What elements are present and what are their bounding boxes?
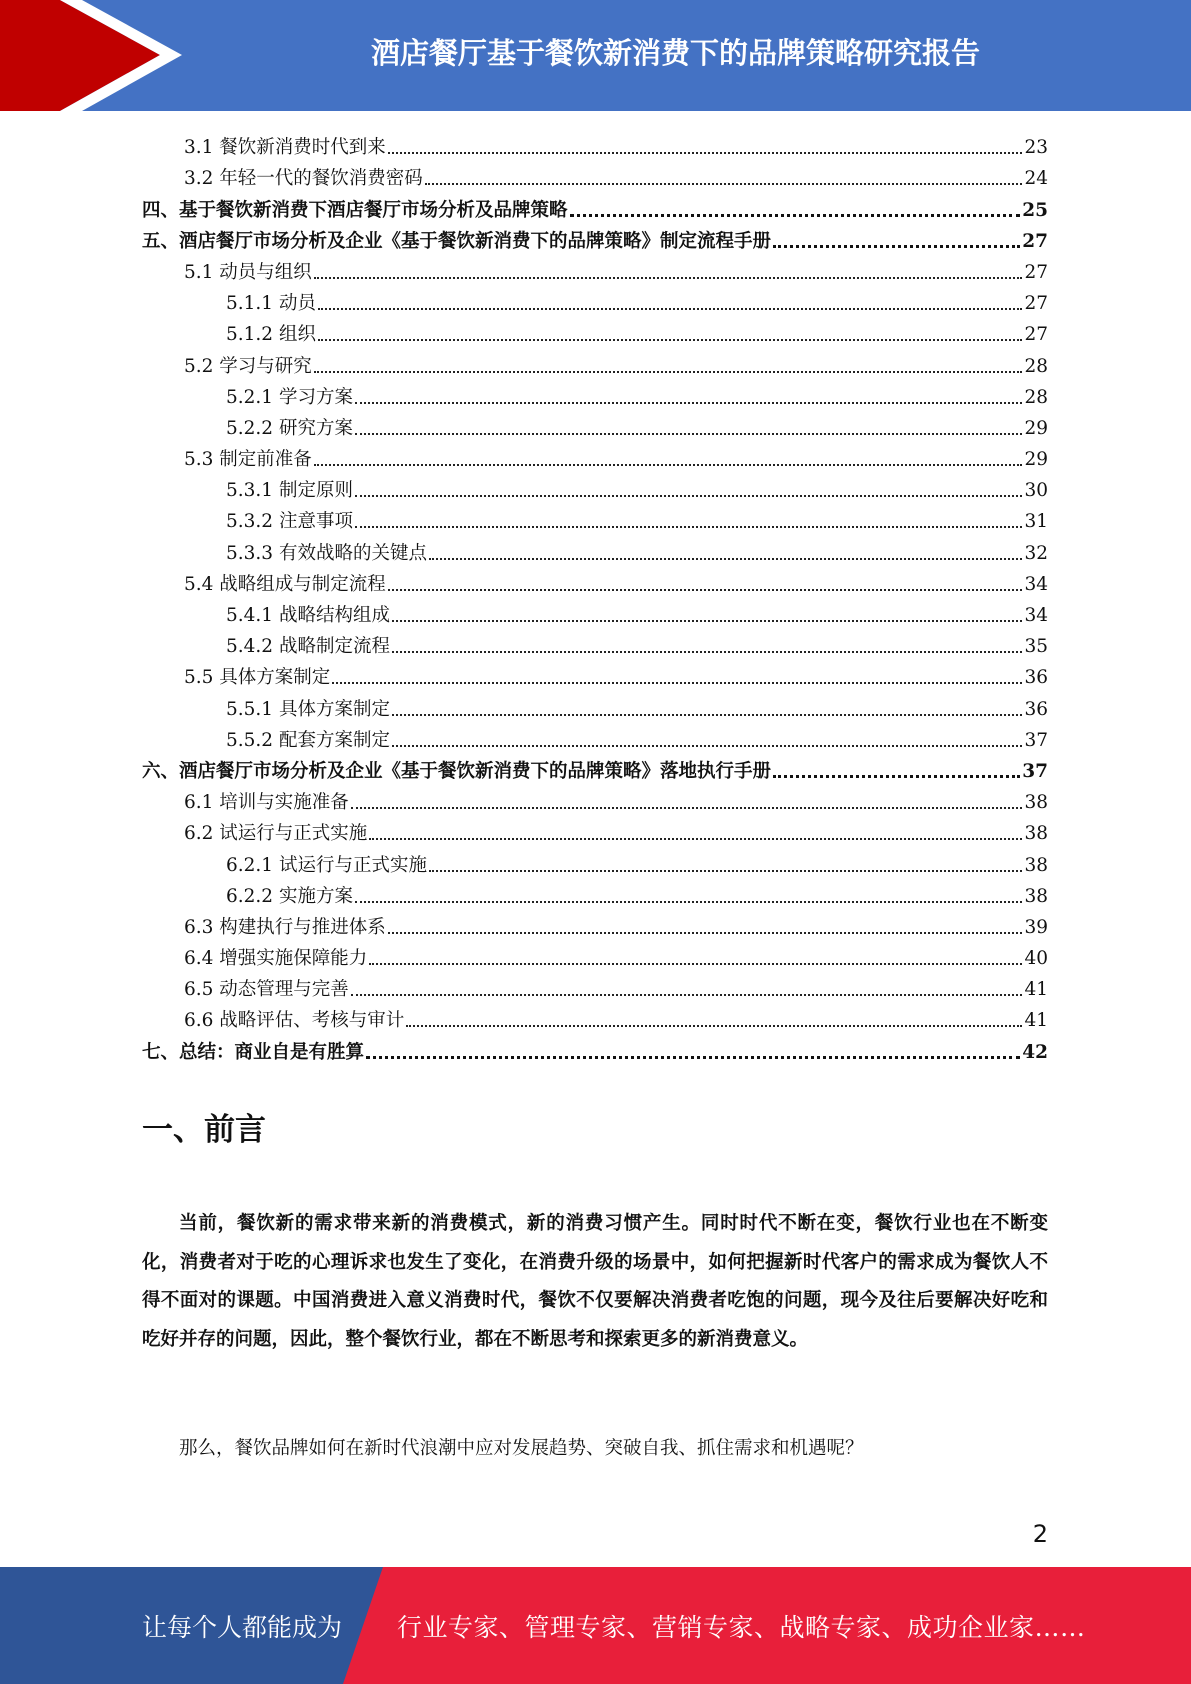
toc-entry-label: 5.5 具体方案制定: [184, 667, 331, 689]
toc-entry[interactable]: [142, 315, 1048, 346]
toc-entry[interactable]: [142, 378, 1048, 409]
toc-entry-page: 27: [1024, 324, 1048, 346]
toc-leader-dots: [369, 838, 1022, 840]
toc-leader-dots: [392, 745, 1022, 747]
page-number: 2: [1032, 1520, 1048, 1548]
toc-entry-page: 32: [1024, 542, 1048, 564]
toc-entry[interactable]: [142, 565, 1048, 596]
toc-leader-dots: [314, 371, 1023, 373]
toc-leader-dots: [355, 526, 1023, 528]
toc-entry[interactable]: [142, 721, 1048, 752]
toc-leader-dots: [773, 245, 1020, 248]
toc-entry-label: 6.1 培训与实施准备: [184, 792, 349, 814]
toc-entry[interactable]: [142, 970, 1048, 1001]
toc-entry-label: 5.3.2 注意事项: [226, 511, 353, 533]
toc-entry-page: 36: [1024, 667, 1048, 689]
toc-entry-page: 27: [1024, 293, 1048, 315]
toc-entry[interactable]: [142, 877, 1048, 908]
toc-entry[interactable]: [142, 814, 1048, 845]
document-title: 酒店餐厅基于餐饮新消费下的品牌策略研究报告: [370, 36, 980, 70]
toc-entry-label: 6.6 战略评估、考核与审计: [184, 1010, 405, 1032]
toc-entry-page: 42: [1022, 1041, 1048, 1063]
toc-entry-label: 6.2.1 试运行与正式实施: [226, 854, 427, 876]
toc-entry-label: 3.2 年轻一代的餐饮消费密码: [184, 168, 423, 190]
toc-entry-page: 36: [1024, 698, 1048, 720]
preface-question: 那么，餐饮品牌如何在新时代浪潮中应对发展趋势、突破自我、抓住需求和机遇呢？: [179, 1438, 864, 1459]
toc-entry-label: 5.3 制定前准备: [184, 449, 312, 471]
toc-entry[interactable]: [142, 689, 1048, 720]
toc-entry-label: 3.1 餐饮新消费时代到来: [184, 137, 386, 159]
toc-leader-dots: [388, 152, 1023, 154]
toc-entry[interactable]: [142, 440, 1048, 471]
toc-leader-dots: [773, 775, 1020, 778]
toc-leader-dots: [388, 932, 1023, 934]
toc-entry[interactable]: [142, 284, 1048, 315]
toc-entry-page: 28: [1024, 386, 1048, 408]
toc-entry-page: 35: [1024, 636, 1048, 658]
toc-entry-page: 29: [1024, 449, 1048, 471]
toc-entry-label: 6.3 构建执行与推进体系: [184, 916, 386, 938]
page-footer: [0, 1567, 1191, 1684]
toc-entry[interactable]: [142, 159, 1048, 190]
toc-leader-dots: [392, 620, 1022, 622]
toc-entry[interactable]: [142, 533, 1048, 564]
toc-entry[interactable]: [142, 1032, 1048, 1063]
toc-leader-dots: [355, 901, 1023, 903]
toc-entry[interactable]: [142, 752, 1048, 783]
toc-entry[interactable]: [142, 1001, 1048, 1032]
toc-leader-dots: [314, 277, 1023, 279]
toc-entry[interactable]: [142, 346, 1048, 377]
toc-leader-dots: [425, 183, 1023, 185]
toc-entry-page: 30: [1024, 480, 1048, 502]
toc-entry-page: 27: [1024, 261, 1048, 283]
toc-entry-label: 六、酒店餐厅市场分析及企业《基于餐饮新消费下的品牌策略》落地执行手册: [142, 760, 772, 782]
toc-entry-page: 38: [1024, 854, 1048, 876]
toc-leader-dots: [318, 339, 1023, 341]
toc-leader-dots: [392, 651, 1022, 653]
section-heading: 一、前言: [142, 1112, 266, 1148]
toc-entry-label: 5.5.2 配套方案制定: [226, 729, 390, 751]
toc-entry-label: 5.1 动员与组织: [184, 261, 312, 283]
toc-entry-label: 5.4.2 战略制定流程: [226, 636, 390, 658]
table-of-contents: [142, 128, 1048, 1064]
toc-entry-label: 5.5.1 具体方案制定: [226, 698, 390, 720]
toc-leader-dots: [351, 807, 1023, 809]
toc-entry[interactable]: [142, 845, 1048, 876]
toc-entry[interactable]: [142, 253, 1048, 284]
toc-leader-dots: [388, 589, 1023, 591]
toc-entry-label: 5.4.1 战略结构组成: [226, 605, 390, 626]
toc-entry[interactable]: [142, 190, 1048, 221]
toc-leader-dots: [406, 1025, 1022, 1027]
toc-entry[interactable]: [142, 908, 1048, 939]
toc-leader-dots: [429, 558, 1022, 560]
toc-entry-page: 27: [1022, 230, 1048, 252]
toc-entry-label: 5.3.3 有效战略的关键点: [226, 542, 427, 564]
toc-entry[interactable]: [142, 627, 1048, 658]
toc-entry-label: 5.3.1 制定原则: [226, 480, 353, 502]
toc-entry-page: 37: [1024, 729, 1048, 751]
toc-leader-dots: [355, 495, 1023, 497]
toc-entry-page: 38: [1024, 792, 1048, 814]
toc-entry-label: 6.2 试运行与正式实施: [184, 823, 368, 845]
toc-entry[interactable]: [142, 471, 1048, 502]
toc-leader-dots: [355, 433, 1023, 435]
toc-entry-page: 39: [1024, 916, 1048, 938]
toc-entry-page: 40: [1024, 948, 1048, 970]
toc-leader-dots: [355, 402, 1023, 404]
toc-entry[interactable]: [142, 596, 1048, 627]
toc-entry-page: 41: [1024, 1010, 1048, 1032]
toc-entry-label: 6.4 增强实施保障能力: [184, 948, 368, 970]
toc-leader-dots: [351, 994, 1023, 996]
toc-entry-page: 29: [1024, 417, 1048, 439]
page-header: [0, 0, 1191, 111]
toc-entry-page: 23: [1024, 137, 1048, 159]
toc-entry-label: 5.2.2 研究方案: [226, 417, 353, 439]
toc-entry-page: 31: [1024, 511, 1048, 533]
toc-entry-label: 5.2.1 学习方案: [226, 386, 353, 408]
toc-entry[interactable]: [142, 128, 1048, 159]
toc-entry-page: 37: [1022, 760, 1048, 782]
toc-entry-label: 四、基于餐饮新消费下酒店餐厅市场分析及品牌策略: [142, 199, 568, 221]
toc-entry-page: 41: [1024, 979, 1048, 1001]
preface-paragraph: 当前，餐饮新的需求带来新的消费模式，新的消费习惯产生。同时时代不断在变，餐饮行业也在不断变化，消费者对于吃的心理诉求也发生了变化，在消费升级的场景中，如何把握新时代客户的需求成为餐饮人不得不面对的课题。中国消费进入意义消费时代，餐饮不仅要解决消费者吃饱的问题，现今及往后要解决好吃和吃好并存的问题，因此，整个餐饮行业，都在不断思考和探索更多的新消费意义。: [142, 1213, 1048, 1350]
toc-leader-dots: [429, 870, 1022, 872]
toc-entry-page: 25: [1022, 199, 1048, 221]
toc-entry-label: 5.1.2 组织: [226, 324, 316, 346]
toc-entry-page: 24: [1024, 168, 1048, 190]
toc-entry-label: 七、总结：商业自是有胜算: [142, 1041, 365, 1063]
toc-entry-label: 6.5 动态管理与完善: [184, 979, 349, 1001]
toc-leader-dots: [332, 682, 1022, 684]
footer-slogan-right: 行业专家、管理专家、营销专家、战略专家、成功企业家……: [397, 1612, 1086, 1642]
toc-entry-label: 5.1.1 动员: [226, 293, 316, 315]
toc-leader-dots: [314, 464, 1023, 466]
toc-entry-page: 38: [1024, 823, 1048, 845]
toc-leader-dots: [366, 1056, 1020, 1059]
toc-entry[interactable]: [142, 222, 1048, 253]
toc-leader-dots: [369, 963, 1022, 965]
toc-leader-dots: [318, 308, 1023, 310]
toc-entry-page: 34: [1024, 573, 1048, 595]
toc-entry[interactable]: [142, 409, 1048, 440]
toc-leader-dots: [570, 214, 1021, 217]
toc-entry-label: 5.2 学习与研究: [184, 355, 312, 377]
toc-entry-page: 34: [1024, 605, 1048, 626]
toc-entry[interactable]: [142, 783, 1048, 814]
toc-entry-page: 38: [1024, 885, 1048, 907]
toc-entry[interactable]: [142, 658, 1048, 689]
toc-entry-label: 6.2.2 实施方案: [226, 885, 353, 907]
toc-entry-label: 5.4 战略组成与制定流程: [184, 573, 386, 595]
footer-slogan-left: 让每个人都能成为: [142, 1612, 343, 1642]
toc-entry[interactable]: [142, 939, 1048, 970]
toc-leader-dots: [392, 714, 1022, 716]
toc-entry-label: 五、酒店餐厅市场分析及企业《基于餐饮新消费下的品牌策略》制定流程手册: [142, 230, 772, 252]
toc-entry-page: 28: [1024, 355, 1048, 377]
toc-entry[interactable]: [142, 502, 1048, 533]
